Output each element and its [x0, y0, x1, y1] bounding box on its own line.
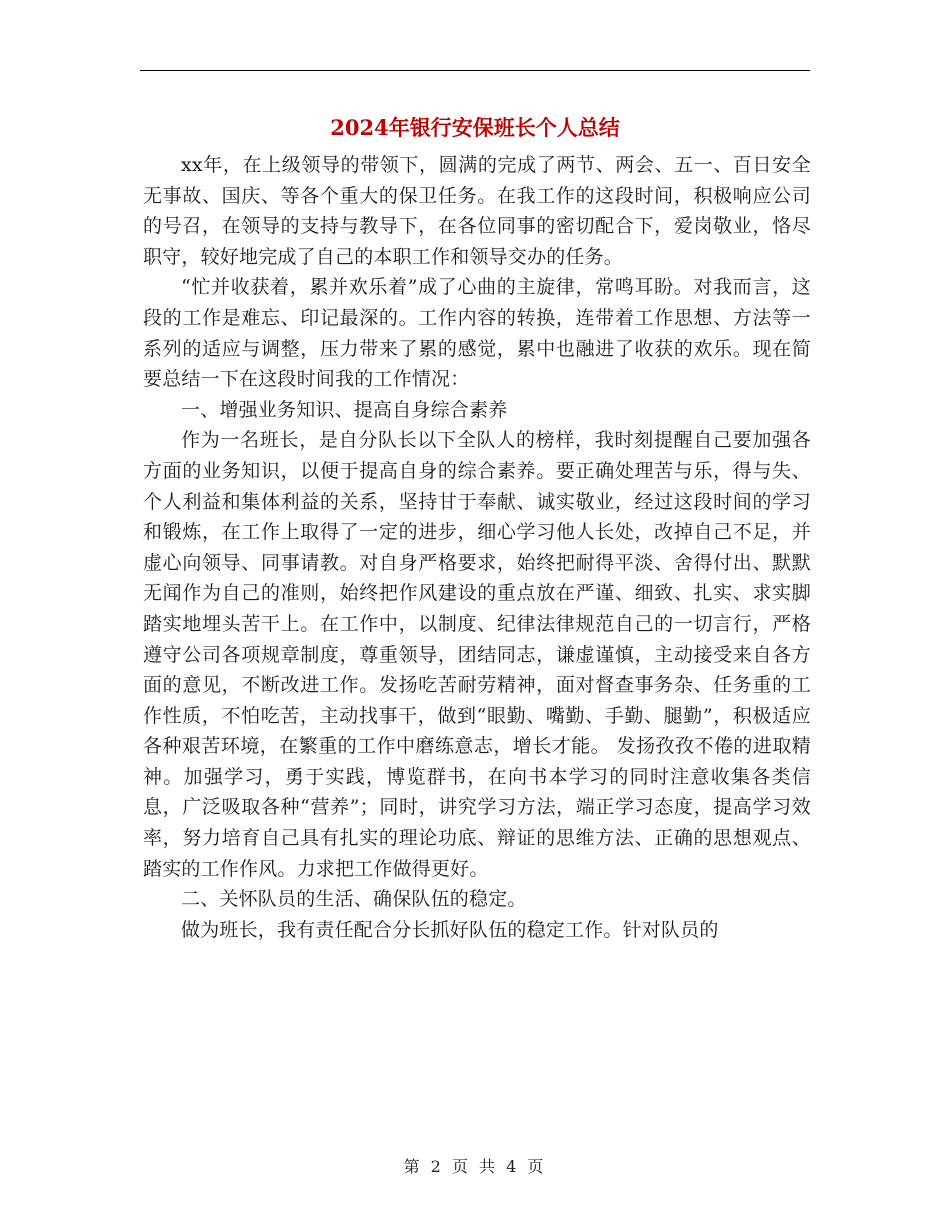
header-rule	[140, 70, 810, 71]
paragraph-section-1: 作为一名班长，是自分队长以下全队人的榜样，我时刻提醒自己要加强各方面的业务知识，以便于提高自身的综合素养。要正确处理苦与乐，得与失、个人利益和集体利益的关系，坚持甘于奉献、诚实敬业，经过这段时间的学习和锻炼，在工作上取得了一定的进步，细心学习他人长处，改掉自己不足，并虚心向领导、同事请教。对自身严格要求，始终把耐得平淡、舍得付出、默默无闻作为自己的准则，始终把作风建设的重点放在严谨、细致、扎实、求实脚踏实地埋头苦干上。在工作中，以制度、纪律法律规范自己的一切言行，严格遵守公司各项规章制度，尊重领导，团结同志，谦虚谨慎，主动接受来自各方面的意见，不断改进工作。发扬吃苦耐劳精神，面对督查事务杂、任务重的工作性质，不怕吃苦，主动找事干，做到“眼勤、嘴勤、手勤、腿勤”，积极适应各种艰苦环境，在繁重的工作中磨练意志，增长才能。 发扬孜孜不倦的进取精神。加强学习，勇于实践，博览群书，在向书本学习的同时注意收集各类信息，广泛吸取各种“营养”；同时，讲究学习方法，端正学习态度，提高学习效率，努力培育自己具有扎实的理论功底、辩证的思维方法、正确的思想观点、踏实的工作作风。力求把工作做得更好。	[143, 429, 811, 880]
document-title: 2024年银行安保班长个人总结	[330, 115, 620, 140]
section-heading-2: 二、关怀队员的生活、确保队伍的稳定。	[181, 888, 527, 911]
paragraph-intro: xx年，在上级领导的带领下，圆满的完成了两节、两会、五一、百日安全无事故、国庆、等各个重大的保卫任务。在我工作的这段时间，积极响应公司的号召，在领导的支持与教导下，在各位同事的密切配合下，爱岗敬业，恪尽职守，较好地完成了自己的本职工作和领导交办的任务。	[143, 154, 811, 268]
section-heading-1: 一、增强业务知识、提高自身综合素养	[181, 398, 508, 421]
paragraph-section-2: 做为班长，我有责任配合分长抓好队伍的稳定工作。针对队员的	[181, 918, 719, 941]
document-body	[143, 150, 811, 945]
paragraph-reflection: “忙并收获着，累并欢乐着”成了心曲的主旋律，常鸣耳盼。对我而言，这段的工作是难忘、印记最深的。工作内容的转换，连带着工作思想、方法等一系列的适应与调整，压力带来了累的感觉，累中也融进了收获的欢乐。现在简要总结一下在这段时间我的工作情况：	[143, 276, 811, 391]
page-number-footer: 第 2 页 共 4 页	[403, 1157, 547, 1176]
